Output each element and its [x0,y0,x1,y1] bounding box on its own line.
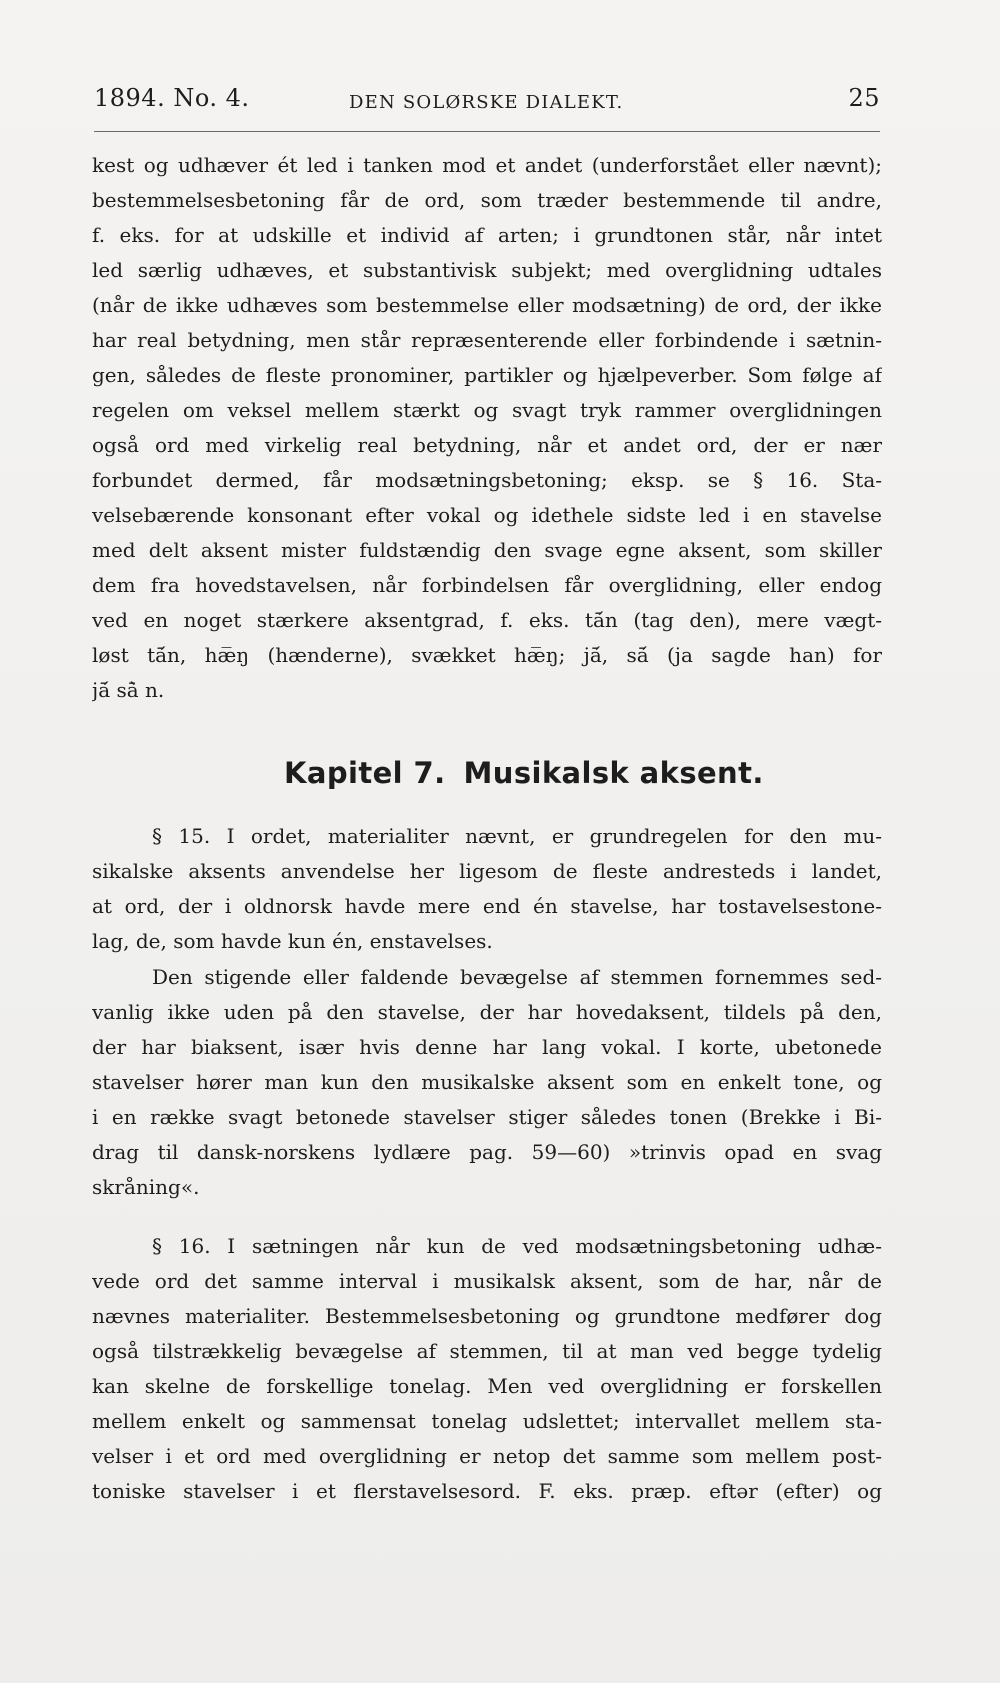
chapter-title: Musikalsk aksent. [463,756,764,790]
page-number: 25 [848,84,880,112]
text-line: der har biaksent, især hvis denne har lang vokal. I korte, ubetonede [92,1035,882,1059]
text-line: gen, således de fleste pronominer, partikler og hjælpeverber. Som følge af [92,363,882,387]
header-year-number: 1894. No. 4. [94,84,250,112]
text-line: vede ord det samme interval i musikalsk aksent, som de har, når de [92,1269,882,1293]
header-title: DEN SOLØRSKE DIALEKT. [349,92,624,113]
text-line: skråning«. [92,1175,200,1199]
text-line: led særlig udhæves, et substantivisk subjekt; med overglidning udtales [92,258,882,282]
section-15-continued [92,960,882,1205]
text-line: § 16. I sætningen når kun de ved modsætningsbetoning udhæ- [152,1234,882,1258]
text-line: regelen om veksel mellem stærkt og svagt tryk rammer overglidningen [92,398,882,422]
text-line: bestemmelsesbetoning får de ord, som træder bestemmende til andre, [92,188,882,212]
text-line: ved en noget stærkere aksentgrad, f. eks. tā́n (tag den), mere vægt- [92,608,882,632]
text-line: dem fra hovedstavelsen, når forbindelsen får overglidning, eller endog [92,573,882,597]
text-line: velser i et ord med overglidning er netop det samme som mellem post- [92,1444,882,1468]
text-line: Den stigende eller faldende bevægelse af stemmen fornemmes sed- [152,965,882,989]
text-line: at ord, der i oldnorsk havde mere end én stavelse, har tostavelsestone- [92,894,882,918]
text-line: jā́ sā̀ n. [92,678,165,702]
text-line: vanlig ikke uden på den stavelse, der har hovedaksent, tildels på den, [92,1000,882,1024]
text-line: stavelser hører man kun den musikalske aksent som en enkelt tone, og [92,1070,882,1094]
text-line: f. eks. for at udskille et individ af arten; i grundtonen står, når intet [92,223,882,247]
text-line: med delt aksent mister fuldstændig den svage egne aksent, som skiller [92,538,882,562]
text-line: velsebærende konsonant efter vokal og idethele sidste led i en stavelse [92,503,882,527]
text-line: nævnes materialiter. Bestemmelsesbetoning og grundtone medfører dog [92,1304,882,1328]
running-header [94,84,880,132]
text-line: § 15. I ordet, materialiter nævnt, er grundregelen for den mu- [152,824,882,848]
text-line: har real betydning, men står repræsenterende eller forbindende i sætnin- [92,328,882,352]
text-line: sikalske aksents anvendelse her ligesom de fleste andresteds i landet, [92,859,882,883]
text-line: løst tā́n, hæ̅ŋ (hænderne), svækket hæ̅ŋ; jā́, sā́ (ja sagde han) for [92,643,882,667]
section-15 [92,819,882,959]
text-line: i en række svagt betonede stavelser stiger således tonen (Brekke i Bi- [92,1105,882,1129]
section-16 [92,1229,882,1509]
paragraph-top [92,148,882,708]
text-line: også tilstrækkelig bevægelse af stemmen, til at man ved begge tydelig [92,1339,882,1363]
text-line: mellem enkelt og sammensat tonelag udslettet; intervallet mellem sta- [92,1409,882,1433]
text-line: kest og udhæver ét led i tanken mod et andet (underforstået eller nævnt); [92,153,882,177]
text-line: kan skelne de forskellige tonelag. Men ved overglidning er forskellen [92,1374,882,1398]
text-line: toniske stavelser i et flerstavelsesord. F. eks. præp. eftər (efter) og [92,1479,882,1503]
header-rule [94,131,880,132]
text-line: forbundet dermed, får modsætningsbetoning; eksp. se § 16. Sta- [92,468,882,492]
chapter-number: Kapitel 7. [284,756,446,790]
text-line: lag, de, som havde kun én, enstavelses. [92,929,493,953]
text-line: drag til dansk-norskens lydlære pag. 59—60) »trinvis opad en svag [92,1140,882,1164]
text-line: også ord med virkelig real betydning, når et andet ord, der er nær [92,433,882,457]
chapter-heading [284,756,764,790]
text-line: (når de ikke udhæves som bestemmelse eller modsætning) de ord, der ikke [92,293,882,317]
